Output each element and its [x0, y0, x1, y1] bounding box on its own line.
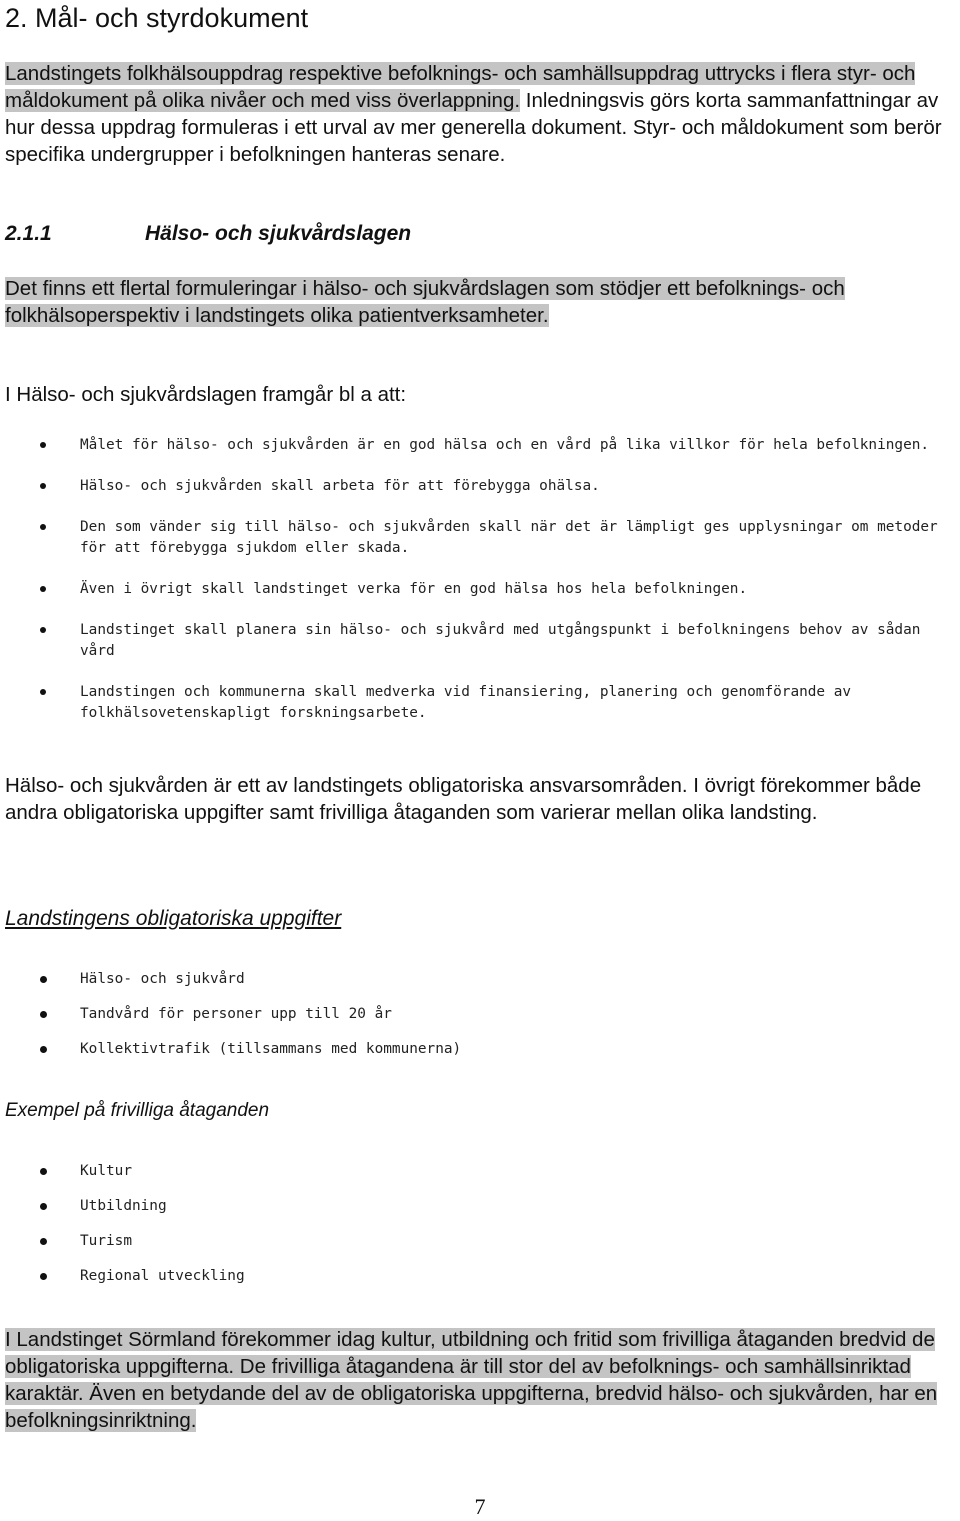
- bullet-icon: [40, 524, 46, 530]
- list-item: Kollektivtrafik (tillsammans med kommunerna): [0, 1039, 955, 1060]
- lead-text: I Hälso- och sjukvårdslagen framgår bl a att:: [5, 383, 407, 406]
- closing-paragraph: [5, 1326, 955, 1434]
- intro-paragraph: [5, 60, 955, 168]
- section-title: Hälso- och sjukvårdslagen: [145, 222, 412, 245]
- bullet-icon: [40, 627, 46, 633]
- list-item: Landstinget skall planera sin hälso- och sjukvård med utgångspunkt i befolkningens behov av sådan vård: [0, 620, 955, 662]
- list-item: Utbildning: [0, 1196, 955, 1217]
- intro-highlighted-text: Landstingets folkhälsouppdrag respektive befolknings- och samhällsuppdrag uttrycks i flera styr- och måldokument på olika nivåer och med viss överlappning.: [5, 62, 916, 112]
- voluntary-heading: Exempel på frivilliga åtaganden: [5, 1100, 270, 1121]
- bullet-icon: [40, 1046, 47, 1053]
- section-heading: [5, 220, 411, 248]
- list-item: Turism: [0, 1231, 955, 1252]
- bullet-icon: [40, 1273, 47, 1280]
- bullet-icon: [40, 1203, 47, 1210]
- list-item: Målet för hälso- och sjukvården är en god hälsa och en vård på lika villkor för hela befolkningen.: [0, 435, 955, 456]
- mandatory-heading: Landstingens obligatoriska uppgifter: [5, 907, 342, 930]
- page-heading: 2. Mål- och styrdokument: [5, 3, 309, 33]
- list-item: Kultur: [0, 1161, 955, 1182]
- summary-paragraph: Hälso- och sjukvården är ett av landstingets obligatoriska ansvarsområden. I övrigt förekommer både andra obligatoriska uppgifter samt frivilliga åtaganden som varierar mellan olika landsting.: [5, 774, 922, 824]
- mandatory-list: [0, 969, 955, 1074]
- list-item: Regional utveckling: [0, 1266, 955, 1287]
- bullet-icon: [40, 1168, 47, 1175]
- section-number: 2.1.1: [5, 222, 52, 245]
- section-paragraph-text: Det finns ett flertal formuleringar i hälso- och sjukvårdslagen som stödjer ett befolknings- och folkhälsoperspektiv i landstingets olika patientverksamheter.: [5, 277, 845, 327]
- bullet-icon: [40, 483, 46, 489]
- bullet-icon: [40, 586, 46, 592]
- bullet-icon: [40, 1238, 47, 1245]
- list-item: Den som vänder sig till hälso- och sjukvården skall när det är lämpligt ges upplysningar om metoder för att förebygga sjukdom eller skada.: [0, 517, 955, 559]
- list-item: Även i övrigt skall landstinget verka för en god hälsa hos hela befolkningen.: [0, 579, 955, 600]
- bullet-icon: [40, 976, 47, 983]
- list-item: Hälso- och sjukvården skall arbeta för att förebygga ohälsa.: [0, 476, 955, 497]
- law-points-list: [0, 435, 955, 744]
- list-item: Hälso- och sjukvård: [0, 969, 955, 990]
- bullet-icon: [40, 1011, 47, 1018]
- intro-text: Inledningsvis görs korta sammanfattningar av hur dessa uppdrag formuleras i ett urval av mer generella dokument. Styr- och måldokument som berör specifika undergrupper i befolkningen hanteras senare.: [5, 89, 942, 166]
- page-number: 7: [474, 1494, 486, 1519]
- bullet-icon: [40, 689, 46, 695]
- closing-text: I Landstinget Sörmland förekommer idag kultur, utbildning och fritid som frivilliga åtaganden bredvid de obligatoriska uppgifterna. De frivilliga åtagandena är till stor del av befolknings- och samhällsinriktad karaktär. Även en betydande del av de obligatoriska uppgifterna, bredvid hälso- och sjukvården, har en befolkningsinriktning.: [5, 1328, 938, 1432]
- voluntary-list: [0, 1161, 955, 1301]
- list-item: Landstingen och kommunerna skall medverka vid finansiering, planering och genomförande av folkhälsovetenskapligt forskningsarbete.: [0, 682, 955, 724]
- section-paragraph: [5, 275, 960, 329]
- list-item: Tandvård för personer upp till 20 år: [0, 1004, 955, 1025]
- bullet-icon: [40, 442, 46, 448]
